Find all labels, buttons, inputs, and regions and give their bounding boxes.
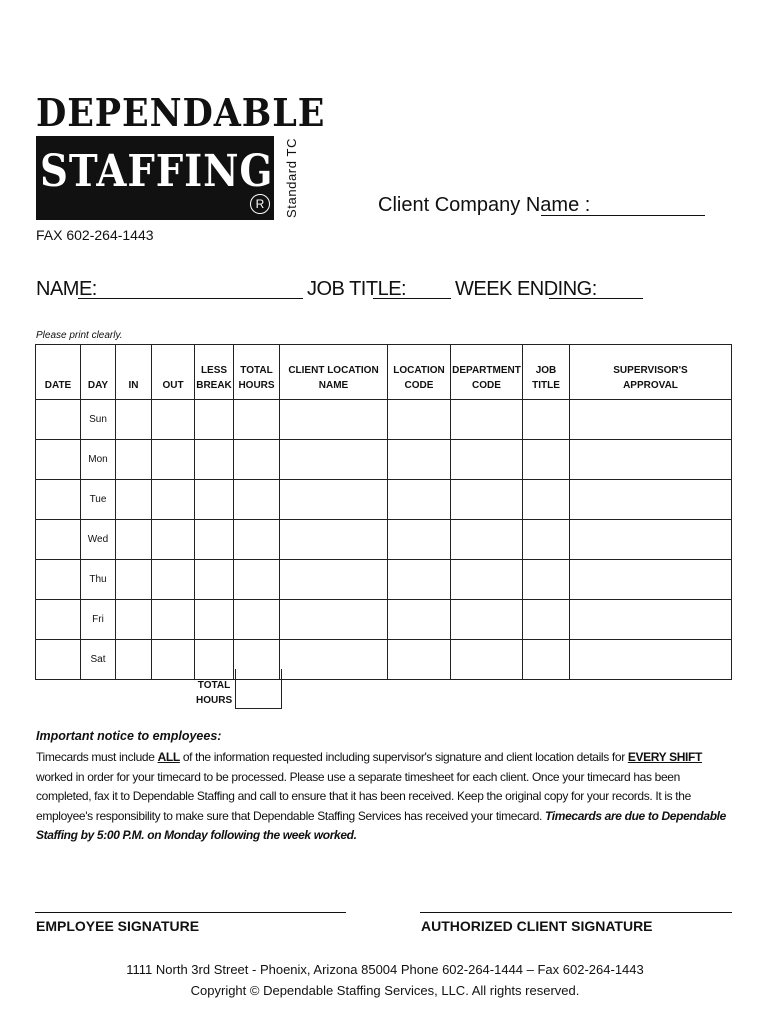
cell-location-code[interactable] [388,560,451,600]
total-hours-label: TOTAL HOURS [196,680,233,706]
client-signature-label: AUTHORIZED CLIENT SIGNATURE [421,918,653,934]
cell-out[interactable] [152,400,195,440]
cell-day: Mon [81,440,116,480]
fax-number: FAX 602-264-1443 [36,227,154,243]
table-row [36,480,732,520]
table-row [36,640,732,680]
cell-date[interactable] [36,640,81,680]
client-company-field[interactable] [541,215,705,216]
name-label: NAME: [36,278,97,300]
header-job-title: JOB TITLE [523,345,570,400]
notice-title: Important notice to employees: [36,729,222,743]
footer-copyright: Copyright © Dependable Staffing Services, LLC. All rights reserved. [190,983,580,998]
cell-supervisor-approval[interactable] [570,400,732,440]
week-ending-field[interactable] [549,298,643,299]
cell-in[interactable] [116,440,152,480]
client-signature-line[interactable] [420,912,732,913]
job-title-label: JOB TITLE: [307,278,407,300]
cell-client-location-name[interactable] [280,440,388,480]
table-row [36,600,732,640]
cell-total-hours[interactable] [234,400,280,440]
logo-line-dependable: DEPENDABLE [36,90,326,135]
cell-out[interactable] [152,440,195,480]
cell-less-break[interactable] [195,440,234,480]
cell-department-code[interactable] [451,600,523,640]
timecard-table [35,344,732,680]
cell-out[interactable] [152,600,195,640]
cell-job-title[interactable] [523,480,570,520]
cell-client-location-name[interactable] [280,480,388,520]
cell-supervisor-approval[interactable] [570,480,732,520]
cell-location-code[interactable] [388,480,451,520]
cell-department-code[interactable] [451,520,523,560]
cell-date[interactable] [36,600,81,640]
cell-location-code[interactable] [388,440,451,480]
cell-total-hours[interactable] [234,520,280,560]
cell-client-location-name[interactable] [280,400,388,440]
cell-job-title[interactable] [523,400,570,440]
cell-out[interactable] [152,640,195,680]
cell-less-break[interactable] [195,640,234,680]
cell-location-code[interactable] [388,600,451,640]
cell-department-code[interactable] [451,640,523,680]
cell-supervisor-approval[interactable] [570,640,732,680]
cell-day: Sat [81,640,116,680]
header-department-code: DEPARTMENT CODE [451,345,523,400]
cell-supervisor-approval[interactable] [570,600,732,640]
header-date: DATE [36,345,81,400]
cell-in[interactable] [116,480,152,520]
cell-client-location-name[interactable] [280,640,388,680]
cell-less-break[interactable] [195,560,234,600]
cell-client-location-name[interactable] [280,520,388,560]
cell-day: Thu [81,560,116,600]
header-location-code: LOCATION CODE [388,345,451,400]
cell-less-break[interactable] [195,520,234,560]
header-less-break: LESS BREAK [195,345,234,400]
cell-less-break[interactable] [195,480,234,520]
cell-total-hours[interactable] [234,440,280,480]
cell-supervisor-approval[interactable] [570,560,732,600]
cell-location-code[interactable] [388,400,451,440]
cell-supervisor-approval[interactable] [570,440,732,480]
header-out: OUT [152,345,195,400]
cell-date[interactable] [36,560,81,600]
cell-in[interactable] [116,400,152,440]
cell-less-break[interactable] [195,600,234,640]
header-total-hours: TOTAL HOURS [234,345,280,400]
cell-in[interactable] [116,640,152,680]
employee-signature-label: EMPLOYEE SIGNATURE [36,918,200,934]
cell-job-title[interactable] [523,640,570,680]
cell-department-code[interactable] [451,400,523,440]
table-row [36,400,732,440]
cell-job-title[interactable] [523,600,570,640]
registered-mark: R [250,194,270,214]
name-field[interactable] [78,298,303,299]
cell-in[interactable] [116,520,152,560]
cell-client-location-name[interactable] [280,600,388,640]
cell-in[interactable] [116,600,152,640]
print-clearly-note: Please print clearly. [36,330,123,341]
employee-signature-line[interactable] [35,912,346,913]
cell-out[interactable] [152,560,195,600]
cell-date[interactable] [36,480,81,520]
cell-day: Wed [81,520,116,560]
cell-job-title[interactable] [523,560,570,600]
cell-total-hours[interactable] [234,600,280,640]
job-title-field[interactable] [373,298,451,299]
cell-department-code[interactable] [451,440,523,480]
logo-line-staffing: STAFFING [40,146,274,197]
header-client-location-name: CLIENT LOCATION NAME [280,345,388,400]
cell-job-title[interactable] [523,520,570,560]
header-in: IN [116,345,152,400]
client-company-label: Client Company Name : [378,194,591,216]
cell-less-break[interactable] [195,400,234,440]
table-row [36,560,732,600]
cell-location-code[interactable] [388,640,451,680]
total-hours-field[interactable] [235,669,282,709]
cell-total-hours[interactable] [234,560,280,600]
header-supervisor-approval: SUPERVISOR'S APPROVAL [570,345,732,400]
table-row [36,440,732,480]
cell-day: Fri [81,600,116,640]
table-row [36,520,732,560]
cell-total-hours[interactable] [234,480,280,520]
cell-day: Sun [81,400,116,440]
form-type-label: Standard TC [284,137,299,218]
cell-day: Tue [81,480,116,520]
cell-department-code[interactable] [451,560,523,600]
table-header-row [36,345,732,400]
cell-department-code[interactable] [451,480,523,520]
cell-job-title[interactable] [523,440,570,480]
week-ending-label: WEEK ENDING: [455,278,597,300]
footer-address: 1111 North 3rd Street - Phoenix, Arizona 85004 Phone 602-264-1444 – Fax 602-264-1443 [126,962,644,977]
cell-client-location-name[interactable] [280,560,388,600]
cell-date[interactable] [36,440,81,480]
cell-date[interactable] [36,520,81,560]
cell-location-code[interactable] [388,520,451,560]
cell-out[interactable] [152,520,195,560]
notice-body: Timecards must include ALL of the information requested including supervisor's signature and client location details for EVERY SHIFT worked in order for your timecard to be processed. Please use a separate timesheet for each client. Once your timecard has been completed, fax it to Dependable Staffing and call to ensure that it has been received. Keep the original copy for your records. It is the employee's responsibility to make sure that Dependable Staffing Services has received your timecard. Timecards are due to Dependable Staffing by 5:00 P.M. on Monday following the week worked. [36,750,726,842]
header-day: DAY [81,345,116,400]
cell-date[interactable] [36,400,81,440]
cell-supervisor-approval[interactable] [570,520,732,560]
cell-in[interactable] [116,560,152,600]
cell-out[interactable] [152,480,195,520]
